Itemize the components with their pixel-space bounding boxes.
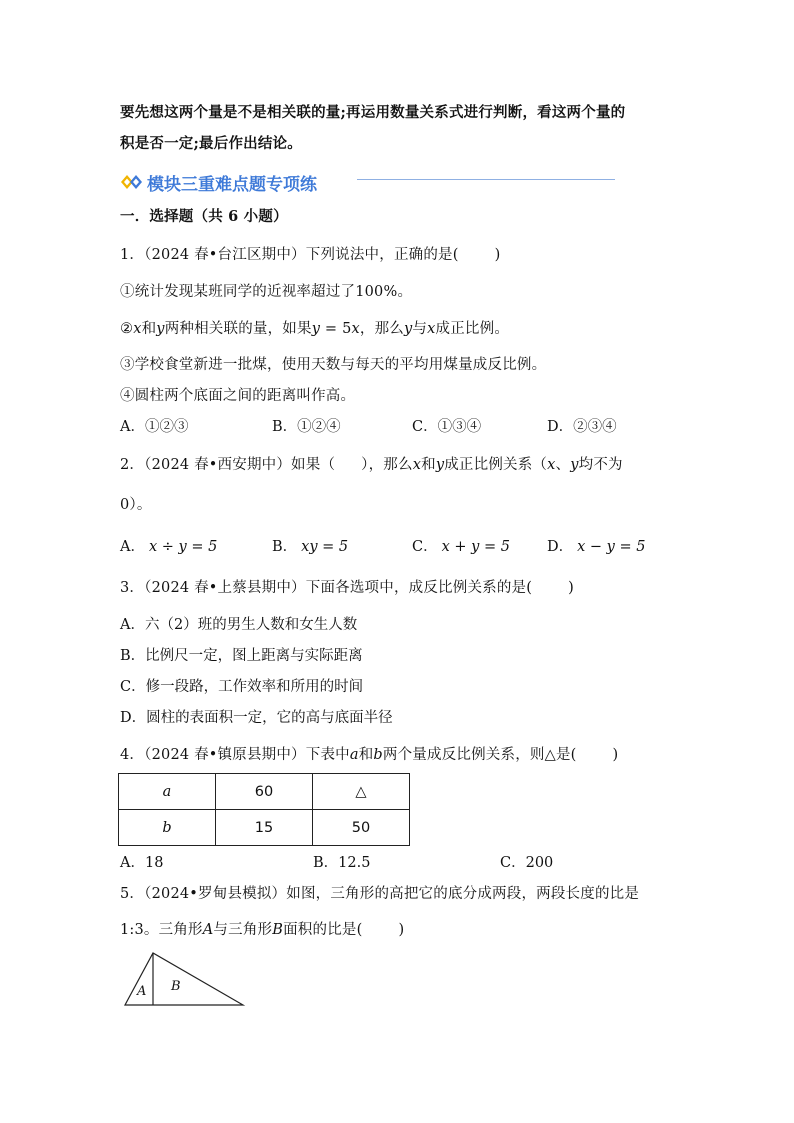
table-cell: 50	[313, 810, 410, 846]
q1-option-b[interactable]: B．①②④	[272, 419, 341, 435]
intro-line-2: 积是否一定;最后作出结论。	[120, 135, 302, 152]
q3-option-a[interactable]: A．六（2）班的男生人数和女生人数	[120, 617, 358, 633]
q2-option-b[interactable]: B． xy = 5	[272, 539, 349, 555]
answer-paren-close: )	[494, 247, 501, 263]
table-cell: 15	[216, 810, 313, 846]
question-number: 1．	[120, 247, 145, 263]
question-2-stem-line2: 0）。	[120, 497, 152, 513]
question-5-stem-line2: 1:3。三角形A与三角形B面积的比是( )	[120, 922, 405, 938]
statement-2: ②x和y两种相关联的量，如果y = 5x，那么y与x成正比例。	[120, 321, 510, 337]
question-3-stem: 3．（2024 春•上蔡县期中）下面各选项中，成反比例关系的是( )	[120, 580, 574, 596]
module-title: 模块三重难点题专项练	[147, 175, 317, 195]
q3-option-b[interactable]: B．比例尺一定，图上距离与实际距离	[120, 648, 363, 664]
q2-option-c[interactable]: C． x + y = 5	[412, 539, 510, 555]
question-5-stem: 5．（2024•罗甸县模拟）如图，三角形的高把它的底分成两段，两段长度的比是	[120, 886, 640, 902]
question-4-stem: 4．（2024 春•镇原县期中）下表中a和b两个量成反比例关系，则△是( )	[120, 747, 619, 763]
question-2-stem: 2．（2024 春•西安期中）如果（ ），那么x和y成正比例关系（x、y均不为	[120, 457, 623, 473]
q1-option-d[interactable]: D．②③④	[547, 419, 617, 435]
q4-option-a[interactable]: A．18	[120, 855, 164, 871]
q1-option-c[interactable]: C．①③④	[412, 419, 482, 435]
module-banner	[120, 170, 620, 194]
statement-3: ③学校食堂新进一批煤，使用天数与每天的平均用煤量成反比例。	[120, 357, 547, 373]
table-row	[119, 774, 410, 810]
intro-line-1: 要先想这两个量是不是相关联的量;再运用数量关系式进行判断，看这两个量的	[120, 104, 626, 121]
table-row	[119, 810, 410, 846]
q1-option-a[interactable]: A．①②③	[120, 419, 189, 435]
table-cell: △	[313, 774, 410, 810]
section-heading: 一．选择题（共 6 小题）	[120, 208, 288, 225]
question-text: （2024 春•台江区期中）下列说法中，正确的是(	[144, 247, 459, 263]
q4-option-b[interactable]: B．12.5	[313, 855, 371, 871]
double-diamond-icon	[120, 174, 144, 190]
triangle-label-a: A	[137, 984, 147, 999]
q2-option-d[interactable]: D． x − y = 5	[547, 539, 646, 555]
table-cell: 60	[216, 774, 313, 810]
table-cell: b	[119, 810, 216, 846]
statement-1: ①统计发现某班同学的近视率超过了100%。	[120, 284, 413, 300]
statement-4: ④圆柱两个底面之间的距离叫作高。	[120, 388, 356, 404]
q4-option-c[interactable]: C．200	[500, 855, 554, 871]
table-cell: a	[119, 774, 216, 810]
proportion-table	[118, 773, 410, 846]
q2-option-a[interactable]: A． x ÷ y = 5	[120, 539, 218, 555]
q3-option-c[interactable]: C．修一段路，工作效率和所用的时间	[120, 679, 364, 695]
question-1-stem	[120, 243, 500, 264]
triangle-label-b: B	[171, 979, 181, 994]
banner-rule	[357, 179, 615, 180]
q3-option-d[interactable]: D．圆柱的表面积一定，它的高与底面半径	[120, 710, 393, 726]
triangle-figure	[120, 950, 250, 1010]
